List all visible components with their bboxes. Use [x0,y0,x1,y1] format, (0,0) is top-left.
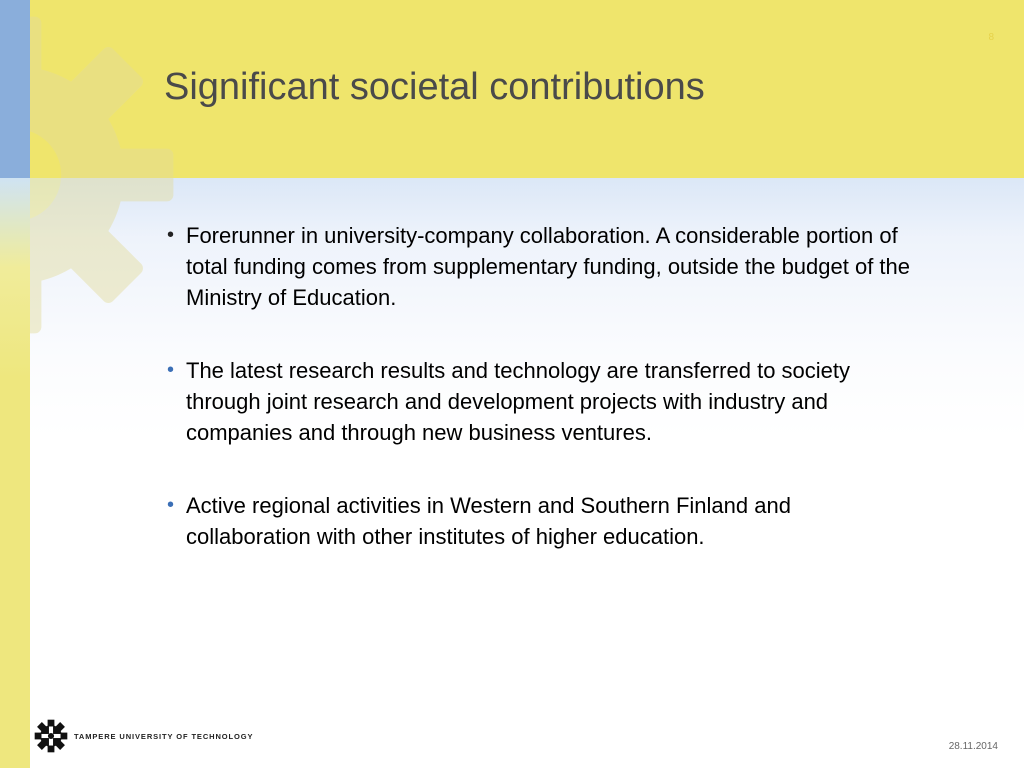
bullet-item [160,490,920,552]
bullet-item [160,220,920,313]
university-logo [34,718,253,754]
slide-title: Significant societal contributions [164,66,705,108]
bullet-list [160,220,920,594]
footer-date: 28.11.2014 [948,741,998,752]
left-accent-strip-blue [0,0,30,178]
bullet-marker: • [167,359,175,381]
university-gear-logo-icon [34,719,68,753]
bullet-text: Forerunner in university-company collaboration. A considerable portion of total funding comes from supplementary funding, outside the budget of the Ministry of Education. [186,223,911,310]
bullet-marker: • [167,494,175,516]
bullet-marker: • [167,224,175,246]
bullet-text: The latest research results and technology are transferred to society through joint research and development projects with industry and companies and through new business ventures. [186,358,851,445]
page-number: 8 [988,32,994,43]
bullet-text: Active regional activities in Western and Southern Finland and collaboration with other institutes of higher education. [186,493,791,549]
left-accent-strip-yellow [0,178,30,768]
institution-name: TAMPERE UNIVERSITY OF TECHNOLOGY [74,731,254,741]
bullet-item [160,355,920,448]
